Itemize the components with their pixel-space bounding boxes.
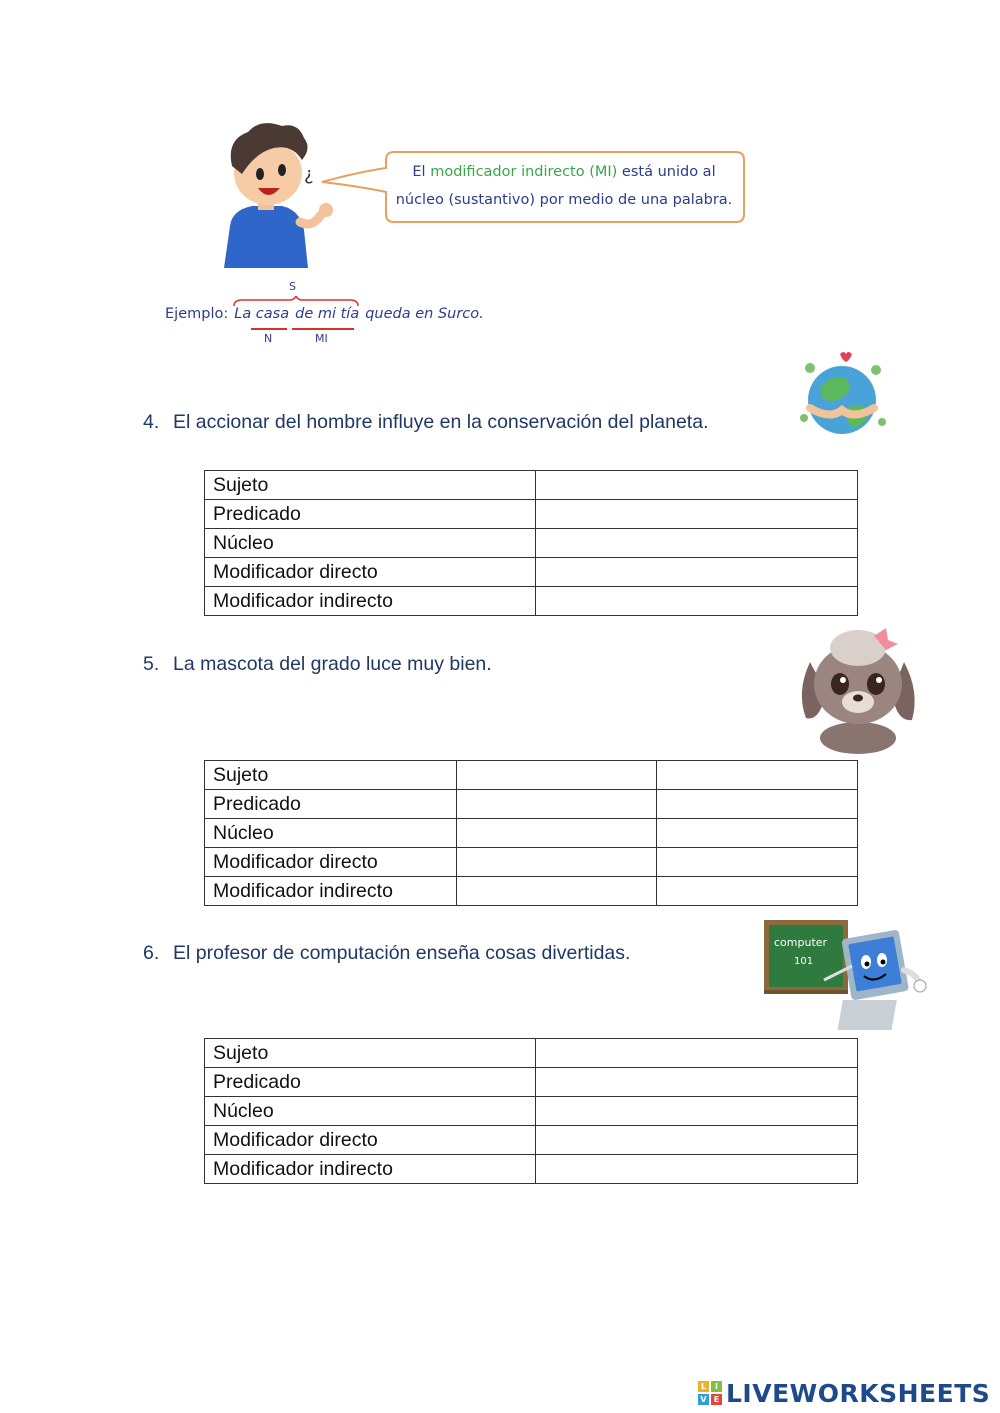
exercise-6-prompt <box>143 942 630 965</box>
computer-teacher-icon <box>760 914 928 1038</box>
mi-underline <box>292 328 354 330</box>
example-sentence <box>165 306 484 322</box>
example-words-3: queda en Surco. <box>365 306 484 322</box>
table-row <box>205 1126 858 1155</box>
answer-cell[interactable] <box>657 819 858 848</box>
exercise-sentence: El accionar del hombre influye en la conservación del planeta. <box>173 411 709 433</box>
answer-cell[interactable] <box>536 1097 858 1126</box>
liveworksheets-logo <box>698 1380 990 1406</box>
answer-cell[interactable] <box>657 790 858 819</box>
exercise-number: 5. <box>143 653 160 675</box>
exercise-5-prompt <box>143 653 492 676</box>
answer-cell[interactable] <box>536 529 858 558</box>
answer-cell[interactable] <box>657 761 858 790</box>
row-label: Núcleo <box>205 819 457 848</box>
subject-tag: S <box>289 280 296 293</box>
puppy-icon <box>796 622 922 760</box>
chalkboard-text-1: computer <box>774 936 828 949</box>
logo-mark: L I V E <box>698 1381 722 1405</box>
noun-underline <box>251 328 287 330</box>
answer-cell[interactable] <box>457 761 657 790</box>
highlight-term: modificador indirecto (MI) <box>430 164 618 180</box>
chalkboard-text-2: 101 <box>794 956 814 967</box>
noun-tag: N <box>264 332 273 345</box>
table-row <box>205 587 858 616</box>
table-row <box>205 1097 858 1126</box>
row-label: Predicado <box>205 500 536 529</box>
example-words-2: de mi tía <box>295 306 360 322</box>
table-row <box>205 848 858 877</box>
exercise-6-table <box>204 1038 858 1184</box>
answer-cell[interactable] <box>536 1039 858 1068</box>
exercise-4-table <box>204 470 858 616</box>
svg-text:¿: ¿ <box>304 164 314 185</box>
row-label: Predicado <box>205 790 457 819</box>
exercise-5-table <box>204 760 858 906</box>
row-label: Sujeto <box>205 761 457 790</box>
row-label: Núcleo <box>205 1097 536 1126</box>
answer-cell[interactable] <box>536 500 858 529</box>
table-row <box>205 529 858 558</box>
logo-text: LIVEWORKSHEETS <box>726 1378 991 1408</box>
table-row <box>205 761 858 790</box>
row-label: Modificador indirecto <box>205 1155 536 1184</box>
table-row <box>205 790 858 819</box>
answer-cell[interactable] <box>657 877 858 906</box>
table-row <box>205 1068 858 1097</box>
answer-cell[interactable] <box>536 471 858 500</box>
answer-cell[interactable] <box>536 1155 858 1184</box>
answer-cell[interactable] <box>536 1068 858 1097</box>
row-label: Predicado <box>205 1068 536 1097</box>
table-row <box>205 1155 858 1184</box>
answer-cell[interactable] <box>457 877 657 906</box>
answer-cell[interactable] <box>536 587 858 616</box>
answer-cell[interactable] <box>457 819 657 848</box>
example-words-1: La casa <box>234 306 290 322</box>
answer-cell[interactable] <box>457 790 657 819</box>
answer-cell[interactable] <box>657 848 858 877</box>
row-label: Modificador directo <box>205 1126 536 1155</box>
table-row <box>205 819 858 848</box>
exercise-number: 6. <box>143 942 160 964</box>
table-row <box>205 500 858 529</box>
mi-tag: MI <box>315 332 328 345</box>
earth-icon <box>790 348 894 448</box>
exercise-number: 4. <box>143 411 160 433</box>
bubble-line-1: El modificador indirecto (MI) está unido al <box>412 164 716 180</box>
table-row <box>205 1039 858 1068</box>
example-label: Ejemplo: <box>165 306 229 322</box>
row-label: Modificador indirecto <box>205 587 536 616</box>
exercise-sentence: El profesor de computación enseña cosas divertidas. <box>173 942 631 964</box>
answer-cell[interactable] <box>536 558 858 587</box>
table-row <box>205 877 858 906</box>
answer-cell[interactable] <box>536 1126 858 1155</box>
answer-cell[interactable] <box>457 848 657 877</box>
speech-bubble-text <box>388 158 740 214</box>
exercise-sentence: La mascota del grado luce muy bien. <box>173 653 492 675</box>
row-label: Sujeto <box>205 471 536 500</box>
row-label: Sujeto <box>205 1039 536 1068</box>
row-label: Modificador directo <box>205 848 457 877</box>
bubble-line-2: núcleo (sustantivo) por medio de una palabra. <box>395 192 733 208</box>
row-label: Modificador directo <box>205 558 536 587</box>
row-label: Modificador indirecto <box>205 877 457 906</box>
table-row <box>205 471 858 500</box>
table-row <box>205 558 858 587</box>
exercise-4-prompt <box>143 411 709 434</box>
row-label: Núcleo <box>205 529 536 558</box>
